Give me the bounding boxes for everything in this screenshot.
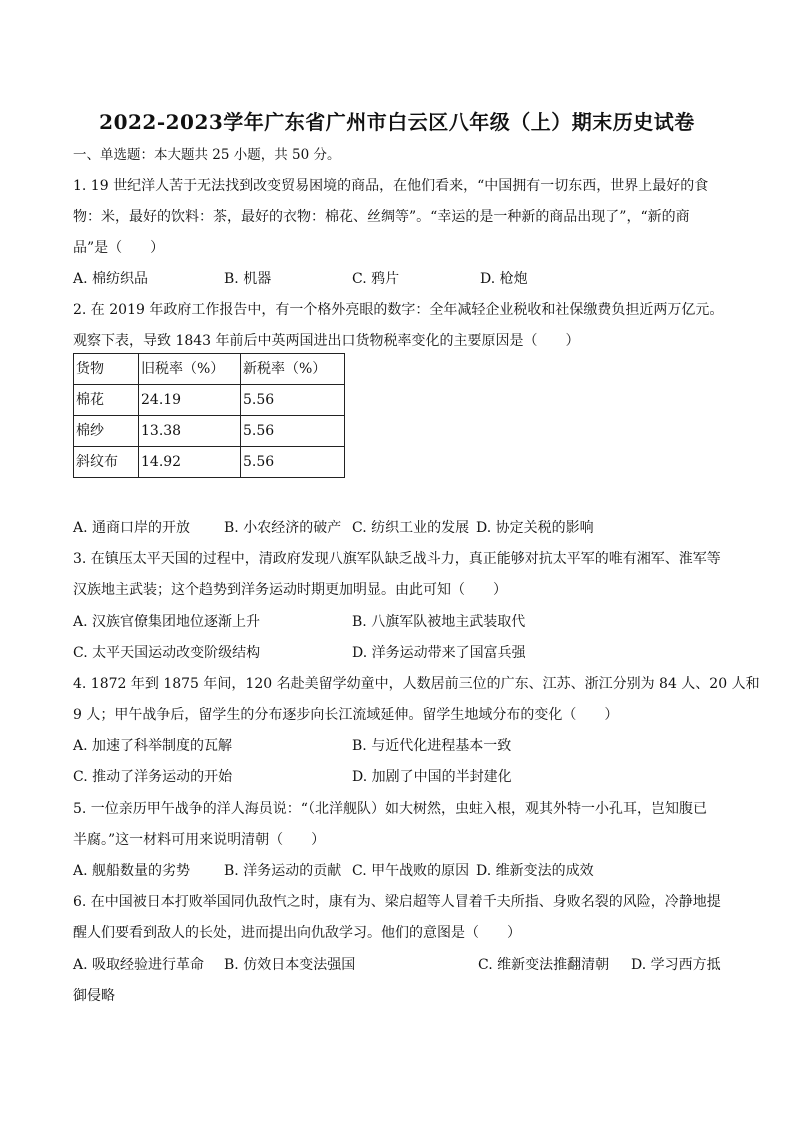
q6-option-a: A. 吸取经验进行革命 (73, 957, 205, 973)
table-cell: 14.92 (139, 447, 241, 478)
q3-option-b: B. 八旗军队被地主武装取代 (352, 614, 526, 630)
table-cell: 24.19 (139, 385, 241, 416)
q4-option-d: D. 加剧了中国的半封建化 (352, 769, 512, 785)
q3-option-c: C. 太平天国运动改变阶级结构 (73, 645, 261, 661)
q5-line-2: 半腐。”这一材料可用来说明清朝（ ） (73, 832, 326, 848)
tax-rate-table (73, 353, 345, 478)
q1-option-d: D. 枪炮 (480, 271, 528, 287)
q5-option-b: B. 洋务运动的贡献 (224, 863, 342, 879)
q4-option-b: B. 与近代化进程基本一致 (352, 738, 512, 754)
q1-line-3: 品”是（ ） (73, 240, 165, 256)
q6-option-c: C. 维新变法推翻清朝 (478, 957, 610, 973)
table-cell: 5.56 (241, 416, 345, 447)
q1-option-a: A. 棉纺织品 (73, 271, 149, 287)
table-cell: 斜纹布 (74, 447, 139, 478)
q5-option-a: A. 舰船数量的劣势 (73, 863, 191, 879)
q2-option-d: D. 协定关税的影响 (476, 520, 594, 536)
q3-line-1: 3. 在镇压太平天国的过程中，清政府发现八旗军队缺乏战斗力，真正能够对抗太平军的唯有湘军、淮军等 (73, 551, 721, 567)
q4-line-1: 4. 1872 年到 1875 年间，120 名赴美留学幼童中，人数居前三位的广东、江苏、浙江分别为 84 人、20 人和 (73, 676, 760, 692)
table-row (74, 447, 345, 478)
q2-option-c: C. 纺织工业的发展 (352, 520, 470, 536)
q1-line-1: 1. 19 世纪洋人苦于无法找到改变贸易困境的商品，在他们看来，“中国拥有一切东西，世界上最好的食 (73, 178, 709, 194)
q6-option-d-wrap: 御侵略 (73, 988, 115, 1004)
table-header-cell: 新税率（%） (241, 354, 345, 385)
q6-option-b: B. 仿效日本变法强国 (224, 957, 356, 973)
table-cell: 棉花 (74, 385, 139, 416)
q5-option-d: D. 维新变法的成效 (476, 863, 594, 879)
q2-option-b: B. 小农经济的破产 (224, 520, 342, 536)
table-cell: 5.56 (241, 385, 345, 416)
table-row (74, 416, 345, 447)
table-header-cell: 货物 (74, 354, 139, 385)
table-row (74, 385, 345, 416)
q1-option-c: C. 鸦片 (352, 271, 400, 287)
section-heading: 一、单选题：本大题共 25 小题，共 50 分。 (73, 147, 341, 163)
table-header-cell: 旧税率（%） (139, 354, 241, 385)
q3-option-d: D. 洋务运动带来了国富兵强 (352, 645, 526, 661)
q5-line-1: 5. 一位亲历甲午战争的洋人海员说：“（北洋舰队）如大树然，虫蛀入根，观其外特一小孔耳，岂知腹已 (73, 801, 707, 817)
table-cell: 5.56 (241, 447, 345, 478)
page-title: 2022-2023学年广东省广州市白云区八年级（上）期末历史试卷 (99, 110, 695, 134)
q2-line-2: 观察下表，导致 1843 年前后中英两国进出口货物税率变化的主要原因是（ ） (73, 333, 580, 349)
q6-option-d: D. 学习西方抵 (631, 957, 721, 973)
q3-option-a: A. 汉族官僚集团地位逐渐上升 (73, 614, 261, 630)
table-cell: 棉纱 (74, 416, 139, 447)
q2-option-a: A. 通商口岸的开放 (73, 520, 191, 536)
q4-option-a: A. 加速了科举制度的瓦解 (73, 738, 233, 754)
table-cell: 13.38 (139, 416, 241, 447)
q4-option-c: C. 推动了洋务运动的开始 (73, 769, 233, 785)
q6-line-2: 醒人们要看到敌人的长处，进而提出向仇敌学习。他们的意图是（ ） (73, 925, 521, 941)
q2-line-1: 2. 在 2019 年政府工作报告中，有一个格外亮眼的数字：全年减轻企业税收和社保缴费负担近两万亿元。 (73, 302, 724, 318)
table-header-row (74, 354, 345, 385)
q5-option-c: C. 甲午战败的原因 (352, 863, 470, 879)
q4-line-2: 9 人；甲午战争后，留学生的分布逐步向长江流域延伸。留学生地域分布的变化（ ） (73, 707, 619, 723)
q1-line-2: 物：米，最好的饮料：茶，最好的衣物：棉花、丝绸等”。“幸运的是一种新的商品出现了”，“新的商 (73, 209, 690, 225)
q1-option-b: B. 机器 (224, 271, 272, 287)
q6-line-1: 6. 在中国被日本打败举国同仇敌忾之时，康有为、梁启超等人冒着千夫所指、身败名裂的风险，冷静地提 (73, 894, 721, 910)
q3-line-2: 汉族地主武装；这个趋势到洋务运动时期更加明显。由此可知（ ） (73, 582, 507, 598)
